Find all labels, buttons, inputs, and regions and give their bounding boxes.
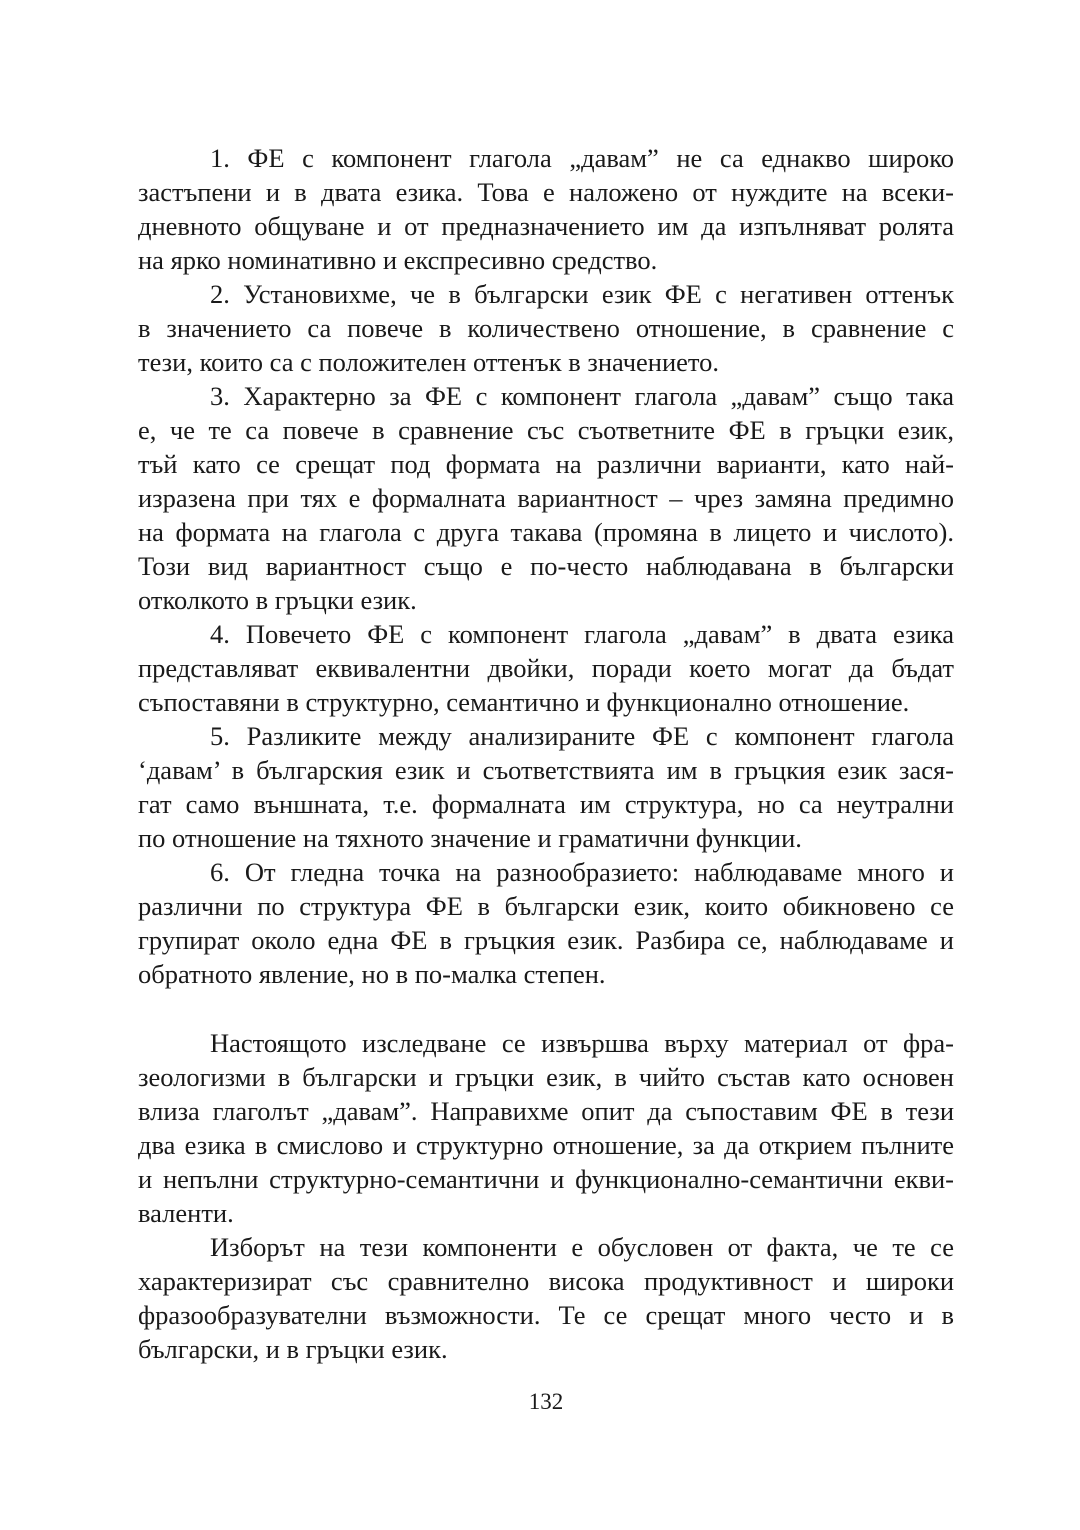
paragraph-conclusion-3: [138, 379, 954, 617]
text-line: два езика в смислово и структурно отношение, за да открием пълните: [138, 1130, 954, 1160]
text-line: представляват еквивалентни двойки, поради което могат да бъдат: [138, 653, 954, 683]
text-line: на ярко номинативно и експресивно средство.: [138, 245, 658, 275]
text-line: тъй като се срещат под формата на различни варианти, като най-: [138, 449, 954, 479]
text-line: различни по структура ФЕ в български език, които обикновено се: [138, 891, 954, 921]
text-line: характеризират със сравнително висока продуктивност и широки: [138, 1266, 954, 1296]
paragraph-conclusion-6: [138, 855, 954, 991]
text-line: гат само външната, т.е. формалната им структура, но са неутрални: [138, 789, 954, 819]
paragraph-conclusion-4: [138, 617, 954, 719]
text-line: български, и в гръцки език.: [138, 1334, 448, 1364]
introduction-section: [138, 1026, 954, 1366]
text-line: Настоящото изследване се извършва върху материал от фра-: [210, 1028, 954, 1058]
conclusions-section: [138, 141, 954, 991]
paragraph-conclusion-1: [138, 141, 954, 277]
text-line: и непълни структурно-семантични и функционално-семантични екви-: [138, 1164, 954, 1194]
text-line: 4. Повечето ФЕ с компонент глагола „давам” в двата езика: [210, 619, 954, 649]
text-line: фразообразувателни възможности. Те се срещат много често и в: [138, 1300, 954, 1330]
paragraph-research-material: [138, 1026, 954, 1230]
text-line: отколкото в гръцки език.: [138, 585, 417, 615]
text-line: дневното общуване и от предназначението им да изпълняват ролята: [138, 211, 954, 241]
text-line: тези, които са с положителен оттенък в значението.: [138, 347, 720, 377]
paragraph-component-choice: [138, 1230, 954, 1366]
paragraph-conclusion-2: [138, 277, 954, 379]
paragraph-conclusion-5: [138, 719, 954, 855]
page-number: 132: [528, 1389, 564, 1414]
text-line: застъпени и в двата езика. Това е наложено от нуждите на всеки-: [138, 177, 954, 207]
text-line: групират около една ФЕ в гръцкия език. Разбира се, наблюдаваме и: [138, 925, 954, 955]
text-line: в значението са повече в количествено отношение, в сравнение с: [138, 313, 954, 343]
text-line: влиза глаголът „давам”. Направихме опит да съпоставим ФЕ в тези: [138, 1096, 954, 1126]
text-line: 1. ФЕ с компонент глагола „давам” не са еднакво широко: [210, 143, 954, 173]
text-line: зеологизми в български и гръцки език, в чийто състав като основен: [138, 1062, 954, 1092]
text-line: 6. От гледна точка на разнообразието: наблюдаваме много и: [210, 857, 954, 887]
text-line: е, че те са повече в сравнение със съответните ФЕ в гръцки език,: [138, 415, 954, 445]
text-line: валенти.: [138, 1198, 234, 1228]
text-line: ‘давам’ в българския език и съответствията им в гръцкия език зася-: [138, 755, 954, 785]
text-line: 2. Установихме, че в български език ФЕ с негативен оттенък: [210, 279, 954, 309]
text-line: обратното явление, но в по-малка степен.: [138, 959, 606, 989]
text-line: Изборът на тези компоненти е обусловен от факта, че те се: [210, 1232, 954, 1262]
text-line: 5. Разликите между анализираните ФЕ с компонент глагола: [210, 721, 954, 751]
text-line: съпоставяни в структурно, семантично и функционално отношение.: [138, 687, 910, 717]
text-line: изразена при тях е формалната вариантност – чрез замяна предимно: [138, 483, 954, 513]
text-line: 3. Характерно за ФЕ с компонент глагола „давам” също така: [210, 381, 954, 411]
text-line: на формата на глагола с друга такава (промяна в лицето и числото).: [138, 517, 954, 547]
text-line: Този вид вариантност също е по-често наблюдавана в български: [138, 551, 954, 581]
text-line: по отношение на тяхното значение и граматични функции.: [138, 823, 802, 853]
